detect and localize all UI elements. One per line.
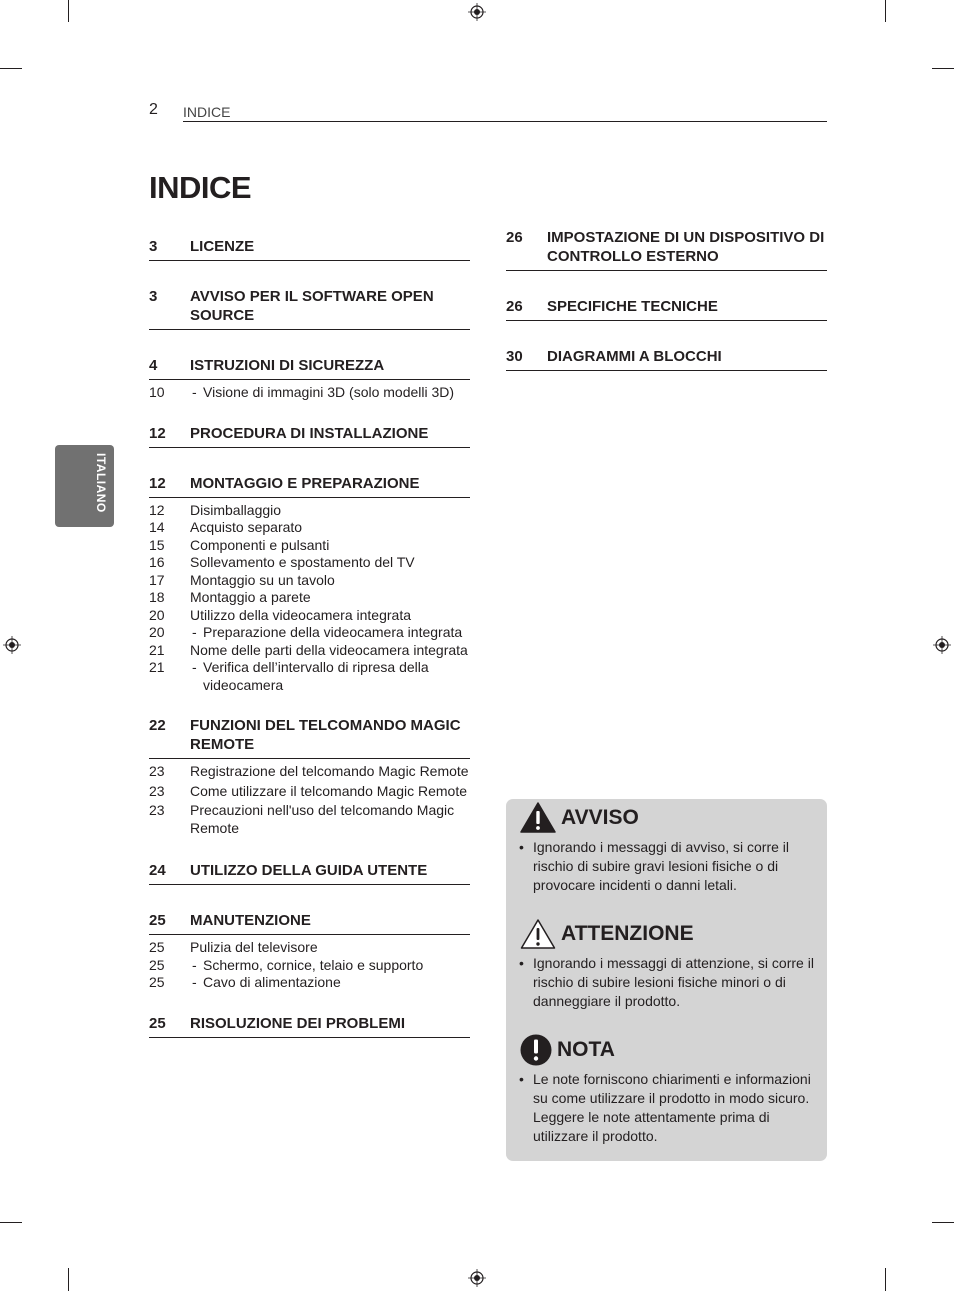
toc-page-number: 24: [149, 862, 166, 879]
toc-entry-title: Montaggio a parete: [190, 589, 311, 605]
toc-section[interactable]: [149, 237, 470, 261]
toc-entry-title: IMPOSTAZIONE DI UN DISPOSITIVO DI CONTROLLO ESTERNO: [547, 229, 825, 265]
toc-entry-title: - Visione di immagini 3D (solo modelli 3D): [203, 384, 470, 402]
toc-section[interactable]: [149, 861, 470, 885]
toc-page-number: 12: [149, 474, 166, 492]
toc-entry-title: DIAGRAMMI A BLOCCHI: [547, 348, 722, 365]
toc-subentry[interactable]: [149, 502, 470, 520]
header-rule: [183, 121, 827, 122]
toc-page-number: 23: [149, 802, 165, 818]
nota-text: • Le note forniscono chiarimenti e informazioni su come utilizzare il prodotto in modo sicuro. Leggere le note attentamente prima di utilizzare il prodotto.: [533, 1070, 819, 1146]
registration-mark-icon: [468, 1269, 486, 1287]
toc-gap: [149, 992, 470, 1014]
toc-page-number: 3: [149, 288, 158, 305]
toc-page-number: 20: [149, 624, 165, 640]
toc-entry-title: Come utilizzare il telcomando Magic Remote: [190, 782, 467, 799]
toc-subentry[interactable]: [149, 554, 470, 572]
toc-page-number: 25: [149, 974, 165, 990]
toc-gap: [149, 839, 470, 861]
toc-entry-title: Componenti e pulsanti: [190, 536, 330, 553]
toc-entry-title: MANUTENZIONE: [190, 912, 311, 929]
crop-mark: [932, 1222, 954, 1223]
toc-page-number: 26: [506, 298, 523, 315]
toc-entry-title: Sollevamento e spostamento del TV: [190, 554, 415, 570]
toc-entry-title: - Cavo di alimentazione: [203, 974, 470, 992]
toc-left-column: [149, 237, 470, 1042]
toc-gap: [149, 889, 470, 911]
toc-entry-title: - Verifica dell’intervallo di ripresa della videocamera: [203, 659, 470, 694]
crop-mark: [932, 68, 954, 69]
toc-page-number: 17: [149, 571, 165, 588]
toc-gap: [149, 334, 470, 356]
nota-label: NOTA: [557, 1038, 615, 1061]
toc-page-number: 22: [149, 717, 166, 734]
toc-page-number: 14: [149, 519, 165, 535]
toc-entry-title: Montaggio su un tavolo: [190, 571, 335, 588]
toc-section[interactable]: [149, 287, 470, 330]
toc-page-number: 3: [149, 238, 158, 255]
toc-page-number: 10: [149, 384, 165, 400]
toc-entry-title: Utilizzo della videocamera integrata: [190, 606, 411, 623]
toc-section[interactable]: [149, 356, 470, 380]
toc-entry-title: ISTRUZIONI DI SICUREZZA: [190, 357, 385, 374]
toc-gap: [149, 452, 470, 474]
toc-gap: [506, 275, 827, 297]
page-number: 2: [149, 101, 158, 118]
toc-entry-title: Acquisto separato: [190, 519, 303, 535]
toc-page-number: 18: [149, 589, 165, 605]
toc-subentry[interactable]: [149, 802, 470, 837]
notice-box: [506, 799, 827, 1161]
language-tab-label: ITALIANO: [94, 453, 108, 513]
language-tab: [55, 445, 114, 527]
toc-entry-title: LICENZE: [190, 238, 255, 255]
registration-mark-icon: [468, 3, 486, 21]
registration-mark-icon: [933, 636, 951, 654]
crop-mark: [885, 0, 886, 22]
toc-section[interactable]: [506, 347, 827, 371]
toc-entry-title: FUNZIONI DEL TELCOMANDO MAGIC REMOTE: [190, 717, 461, 753]
toc-page-number: 21: [149, 641, 165, 658]
crop-mark: [68, 1268, 69, 1291]
toc-entry-title: Registrazione del telcomando Magic Remote: [190, 763, 469, 779]
toc-subentry[interactable]: [149, 974, 470, 992]
toc-page-number: 23: [149, 782, 165, 799]
avviso-label: AVVISO: [561, 806, 639, 829]
toc-page-number: 23: [149, 763, 165, 779]
toc-page-number: 12: [149, 501, 165, 518]
toc-subentry[interactable]: [149, 537, 470, 555]
toc-page-number: 25: [149, 956, 165, 973]
registration-mark-icon: [3, 636, 21, 654]
toc-subentry[interactable]: [149, 783, 470, 801]
toc-page-number: 16: [149, 554, 165, 570]
toc-subentry[interactable]: [149, 957, 470, 975]
toc-subentry[interactable]: [149, 607, 470, 625]
toc-gap: [149, 694, 470, 716]
toc-entry-title: Precauzioni nell'uso del telcomando Magic Remote: [190, 802, 455, 836]
toc-entry-title: PROCEDURA DI INSTALLAZIONE: [190, 424, 429, 442]
toc-gap: [149, 402, 470, 424]
toc-subentry[interactable]: [149, 624, 470, 642]
toc-page-number: 15: [149, 536, 165, 553]
toc-page-number: 4: [149, 357, 158, 374]
toc-subentry[interactable]: [149, 763, 470, 781]
toc-page-number: 25: [149, 912, 166, 929]
toc-entry-title: - Schermo, cornice, telaio e supporto: [203, 957, 470, 975]
toc-entry-title: AVVISO PER IL SOFTWARE OPEN SOURCE: [190, 288, 434, 324]
toc-page-number: 21: [149, 659, 165, 675]
toc-entry-title: MONTAGGIO E PREPARAZIONE: [190, 474, 420, 492]
toc-section[interactable]: [506, 228, 827, 271]
toc-entry-title: RISOLUZIONE DEI PROBLEMI: [190, 1014, 406, 1032]
crop-mark: [885, 1268, 886, 1291]
toc-entry-title: SPECIFICHE TECNICHE: [547, 298, 718, 315]
toc-entry-title: Pulizia del televisore: [190, 939, 318, 955]
warning-outline-icon: [520, 918, 556, 950]
warning-filled-icon: [520, 802, 556, 834]
toc-subentry[interactable]: [149, 939, 470, 957]
toc-page-number: 30: [506, 348, 523, 365]
exclamation-circle-icon: [520, 1034, 552, 1066]
toc-section[interactable]: [149, 716, 470, 759]
toc-subentry[interactable]: [149, 642, 470, 660]
toc-subentry[interactable]: [149, 519, 470, 537]
toc-section[interactable]: [149, 424, 470, 448]
toc-section[interactable]: [149, 474, 470, 498]
toc-subentry[interactable]: [149, 659, 470, 694]
toc-subentry[interactable]: [149, 572, 470, 590]
toc-section[interactable]: [149, 911, 470, 935]
toc-gap: [506, 325, 827, 347]
toc-right-column: [506, 228, 827, 375]
toc-entry-title: - Preparazione della videocamera integrata: [203, 624, 470, 642]
toc-page-number: 25: [149, 1014, 166, 1032]
toc-section[interactable]: [149, 1014, 470, 1038]
running-header-title: INDICE: [183, 104, 231, 120]
toc-page-number: 26: [506, 229, 523, 246]
attenzione-label: ATTENZIONE: [561, 922, 694, 945]
toc-page-number: 20: [149, 606, 165, 623]
toc-subentry[interactable]: [149, 589, 470, 607]
page-title: INDICE: [149, 170, 252, 205]
toc-entry-title: Disimballaggio: [190, 501, 282, 518]
crop-mark: [68, 0, 69, 22]
crop-mark: [0, 1222, 22, 1223]
avviso-text: • Ignorando i messaggi di avviso, si corre il rischio di subire gravi lesioni fisiche o di provocare incidenti o danni letali.: [533, 838, 819, 895]
toc-entry-title: UTILIZZO DELLA GUIDA UTENTE: [190, 862, 428, 879]
toc-page-number: 25: [149, 939, 165, 955]
attenzione-text: • Ignorando i messaggi di attenzione, si corre il rischio di subire lesioni fisiche minori o di danneggiare il prodotto.: [533, 954, 819, 1011]
toc-gap: [149, 265, 470, 287]
toc-page-number: 12: [149, 424, 166, 442]
toc-entry-title: Nome delle parti della videocamera integrata: [190, 641, 468, 658]
crop-mark: [0, 68, 22, 69]
toc-subentry[interactable]: [149, 384, 470, 402]
toc-section[interactable]: [506, 297, 827, 321]
